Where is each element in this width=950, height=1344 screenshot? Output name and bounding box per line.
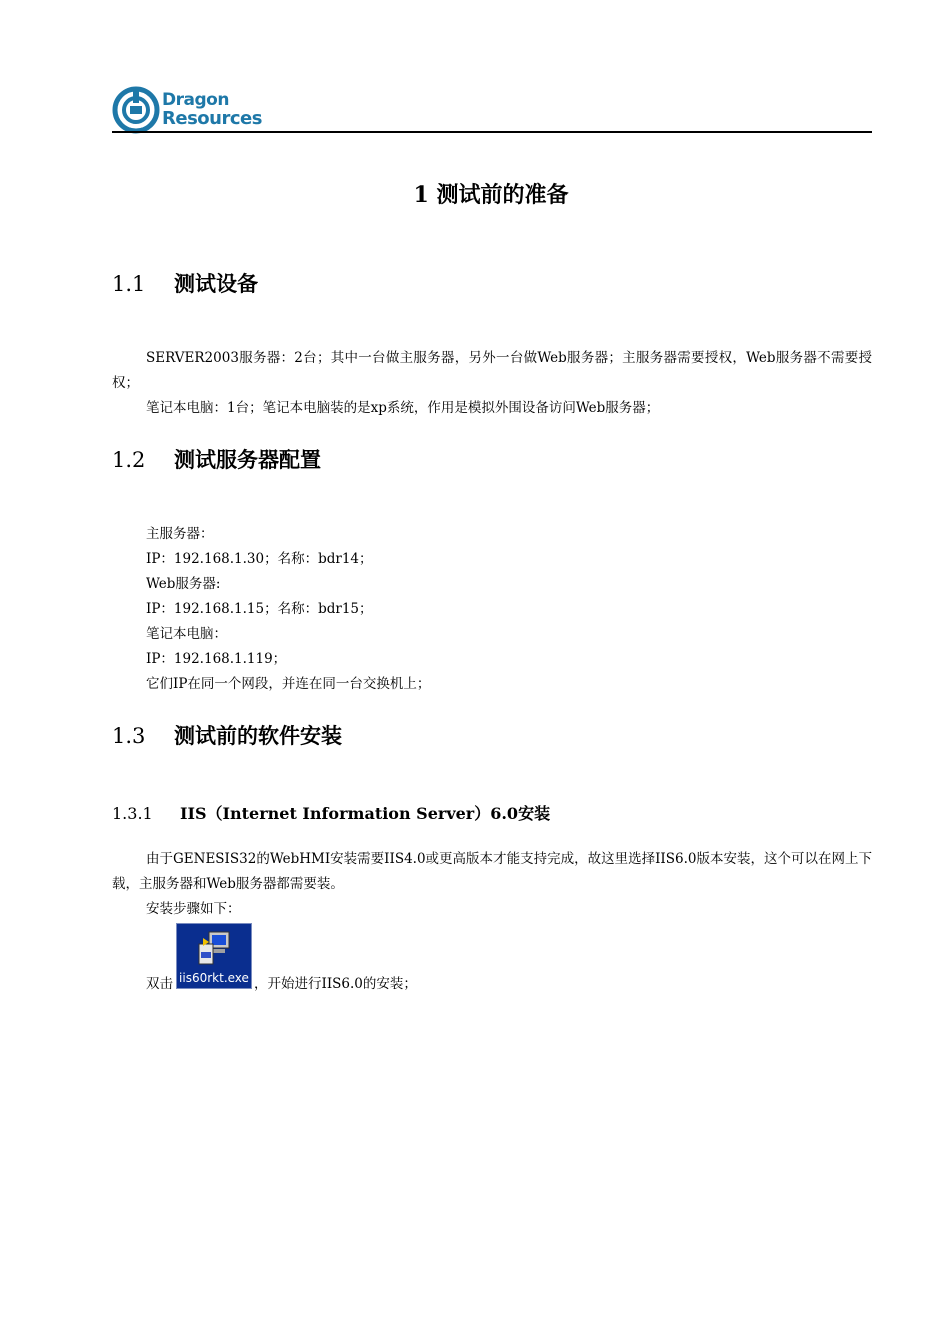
subsection-heading-1-3-1 [112,801,550,824]
config-line: IP：192.168.1.119； [146,651,287,667]
installer-graphic-icon [195,928,235,968]
config-line: 笔记本电脑： [146,626,227,642]
section-number: 1.1 [112,272,146,296]
config-line: 主服务器： [146,526,214,542]
section-number: 1.3 [112,724,146,748]
paragraph-laptop: 笔记本电脑：1台；笔记本电脑装的是xp系统，作用是模拟外围设备访问Web服务器； [146,400,660,416]
chapter-title: 1 测试前的准备 [413,182,569,208]
step-prefix: 双击 [146,976,173,992]
section-heading-1-1 [112,268,258,298]
logo-text-line2: Resources [162,108,262,129]
logo-mark-icon [112,86,160,134]
config-line: IP：192.168.1.15；名称：bdr15； [146,601,373,617]
config-line: IP：192.168.1.30；名称：bdr14； [146,551,373,567]
logo-text-line1: Dragon [162,90,229,110]
section-title: 测试前的软件安装 [174,723,342,748]
paragraph-steps-intro: 安装步骤如下： [146,901,241,917]
section-number: 1.2 [112,448,146,472]
paragraph-iis-intro: 由于GENESIS32的WebHMI安装需要IIS4.0或更高版本才能支持完成，故这里选择IIS6.0版本安装，这个可以在网上下载，主服务器和Web服务器都需要装。 [112,851,872,892]
header-divider [112,131,872,133]
section-title: 测试服务器配置 [174,447,321,472]
step-suffix: ，开始进行IIS6.0的安装； [254,976,417,992]
config-line: 它们IP在同一个网段，并连在同一台交换机上； [146,676,431,692]
exe-filename: iis60rkt.exe [179,971,249,985]
installer-exe-icon[interactable] [176,923,252,989]
company-logo [112,86,262,134]
paragraph-servers: SERVER2003服务器：2台；其中一台做主服务器，另外一台做Web服务器；主服务器需要授权，Web服务器不需要授权； [112,350,872,391]
section-title: 测试设备 [174,271,258,296]
subsection-number: 1.3.1 [112,804,153,823]
config-line: Web服务器: [146,576,221,592]
subsection-title: IIS（Internet Information Server）6.0安装 [180,804,551,823]
section-heading-1-2 [112,444,321,474]
section-heading-1-3 [112,720,342,750]
